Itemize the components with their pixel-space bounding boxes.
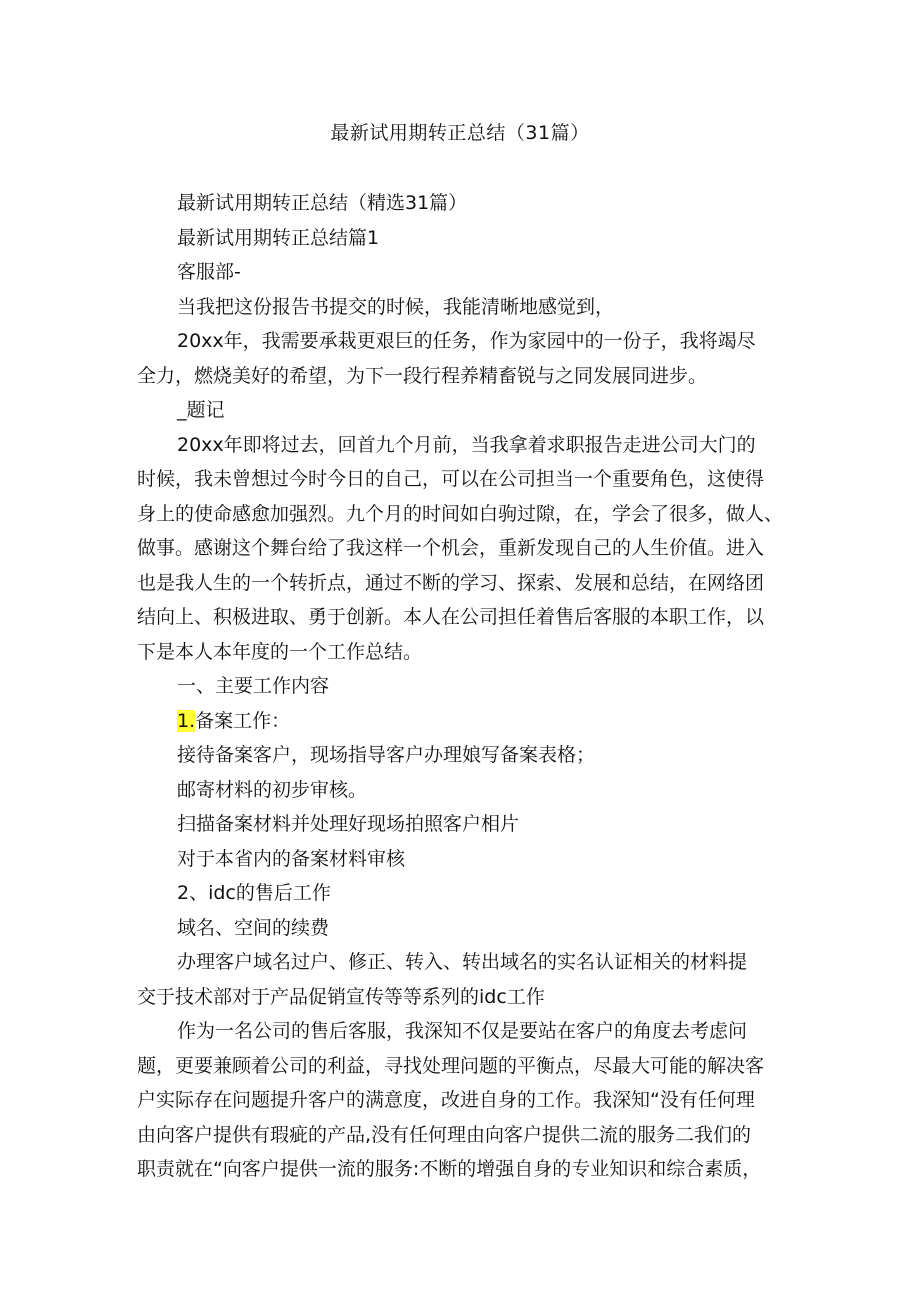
paragraph-line	[137, 566, 797, 601]
paragraph-line	[137, 945, 797, 980]
line-text: 下是本人本年度的一个工作总结。	[137, 640, 423, 663]
line-text: 身上的使命感愈加强烈。九个月的时间如白驹过隙，在，学会了很多，做人、	[137, 502, 784, 525]
paragraph-line	[137, 807, 797, 842]
paragraph-line	[137, 738, 797, 773]
paragraph-line	[137, 842, 797, 877]
document-title: 最新试用期转正总结（31篇）	[330, 122, 590, 144]
line-text: 做事。感谢这个舞台给了我这样一个机会，重新发现自己的人生价值。进入	[137, 537, 765, 559]
paragraph-line	[137, 290, 797, 325]
paragraph-line	[137, 531, 797, 566]
line-text: 域名、空间的续费	[177, 916, 330, 939]
line-text: 客服部-	[177, 261, 241, 283]
line-text: 职责就在“向客户提供一流的服务:不断的增强自身的专业知识和综合素质，	[137, 1158, 762, 1180]
line-text: 当我把这份报告书提交的时候，我能清晰地感觉到，	[177, 295, 615, 318]
line-text: 接待备案客户，现场指导客户办理娘写备案表格；	[177, 744, 596, 766]
paragraph-line	[137, 221, 797, 256]
line-text: 也是我人生的一个转折点，通过不断的学习、探索、发展和总结，在网络团	[137, 571, 765, 594]
paragraph-line	[137, 773, 797, 808]
line-text: 由向客户提供有瑕疵的产品,没有任何理由向客户提供二流的服务二我们的	[137, 1123, 752, 1146]
paragraph-line	[137, 704, 797, 739]
line-text: 结向上、积极进取、勇于创新。本人在公司担任着售后客服的本职工作，以	[137, 606, 765, 628]
line-text: 备案工作：	[195, 709, 291, 732]
line-text: 题，更要兼顾着公司的利益，寻找处理问题的平衡点，尽最大可能的解决客	[137, 1054, 765, 1077]
line-text: 邮寄材料的初步审核。	[177, 778, 368, 801]
paragraph-line	[137, 911, 797, 946]
paragraph-line	[137, 462, 797, 497]
paragraph-line	[137, 1014, 797, 1049]
line-text: 户实际存在问题提升客户的满意度，改进自身的工作。我深知“没有任何理	[137, 1089, 755, 1111]
line-text: 时候，我未曾想过今时今日的自己，可以在公司担当一个重要角色，这使得	[137, 468, 765, 490]
highlighted-list-marker: 1.	[177, 709, 196, 732]
paragraph-line	[137, 497, 797, 532]
line-text: 扫描备案材料并处理好现场拍照客户相片	[177, 813, 520, 835]
document-body	[137, 186, 797, 1187]
line-text: 全力，燃烧美好的希望，为下一段行程养精畜锐与之同发展同进步。	[137, 364, 708, 387]
line-text: 作为一名公司的售后客服，我深知不仅是要站在客户的角度去考虑问	[177, 1020, 748, 1042]
paragraph-line	[137, 359, 797, 394]
paragraph-line	[137, 980, 797, 1015]
paragraph-line	[137, 876, 797, 911]
paragraph-line	[137, 669, 797, 704]
paragraph-line	[137, 635, 797, 670]
line-text: _题记	[177, 399, 225, 421]
paragraph-line	[137, 393, 797, 428]
line-text: 20xx年，我需要承栽更艰巨的任务，作为家园中的一份子，我将竭尽	[177, 330, 756, 352]
line-text: 最新试用期转正总结（精选31篇）	[177, 192, 468, 214]
line-text: 最新试用期转正总结篇1	[177, 226, 380, 249]
paragraph-line	[137, 324, 797, 359]
paragraph-line	[137, 1083, 797, 1118]
paragraph-line	[137, 1152, 797, 1187]
paragraph-line	[137, 1118, 797, 1153]
paragraph-line	[137, 600, 797, 635]
paragraph-line	[137, 428, 797, 463]
line-text: 20xx年即将过去，回首九个月前，当我拿着求职报告走进公司大门的	[177, 433, 756, 456]
paragraph-line	[137, 255, 797, 290]
line-text: 交于技术部对于产品促销宣传等等系列的idc工作	[137, 985, 545, 1008]
paragraph-line	[137, 1049, 797, 1084]
line-text: 2、idc的售后工作	[177, 882, 331, 904]
line-text: 办理客户域名过户、修正、转入、转出域名的实名认证相关的材料提	[177, 951, 748, 973]
paragraph-line	[137, 186, 797, 221]
line-text: 对于本省内的备案材料审核	[177, 847, 406, 870]
line-text: 一、主要工作内容	[177, 675, 330, 697]
